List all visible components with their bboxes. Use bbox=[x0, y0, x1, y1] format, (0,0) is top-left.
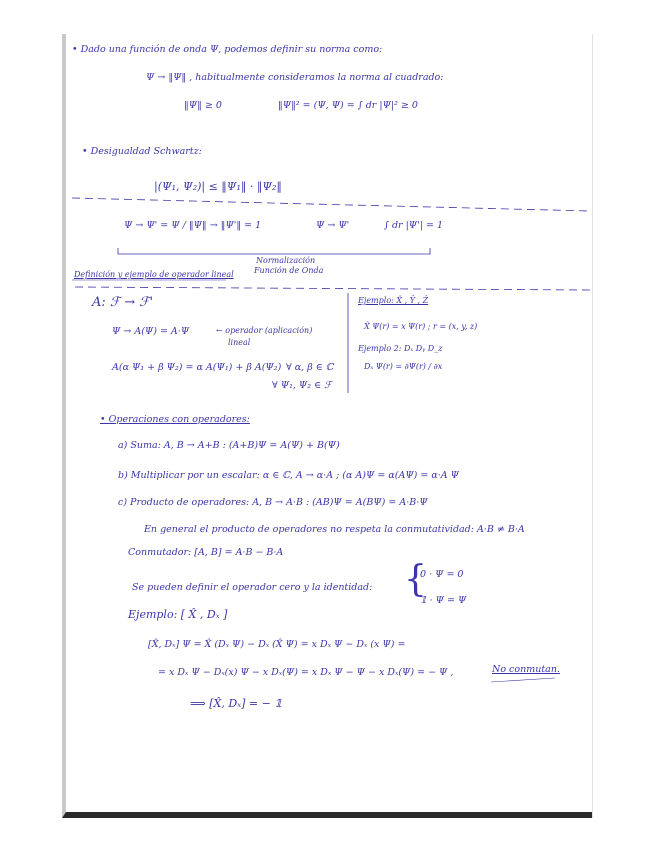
norm-nonneg-formula: ‖Ψ‖ ≥ 0 bbox=[184, 100, 222, 111]
commutator-definition: Conmutador: [A, B] = A·B − B·A bbox=[128, 547, 284, 558]
example-position-operators: Ejemplo: X̂ , Ŷ , Ẑ bbox=[358, 296, 429, 305]
operation-product: c) Producto de operadores: A, B → A·B : (AB)Ψ = A(BΨ) = A·B·Ψ bbox=[118, 497, 428, 508]
example-derivative-operators: Ejemplo 2: Dₓ Dᵧ D_z bbox=[358, 344, 443, 353]
normalization-formula: Ψ → Ψ' = Ψ / ‖Ψ‖ → ‖Ψ'‖ = 1 bbox=[124, 220, 262, 231]
norm-squared-intro-text: Ψ → ‖Ψ‖ , habitualmente consideramos la norma al cuadrado: bbox=[146, 72, 444, 83]
linear-operator-heading: Definición y ejemplo de operador lineal bbox=[74, 270, 234, 279]
schwartz-inequality: |(Ψ₁, Ψ₂)| ≤ ‖Ψ₁‖ · ‖Ψ₂‖ bbox=[154, 180, 282, 193]
norm-squared-formula: ‖Ψ‖² = (Ψ, Ψ) = ∫ dr |Ψ|² ≥ 0 bbox=[278, 100, 418, 111]
commutator-conclusion: ⟹ [X̂, Dₓ] = − 𝟙 bbox=[190, 697, 282, 710]
operation-scalar-multiplication: b) Multiplicar por un escalar: α ∈ ℂ, A → α·A ; (α A)Ψ = α(AΨ) = α·A Ψ bbox=[118, 470, 460, 481]
operator-note: ← operador (aplicación) bbox=[216, 326, 313, 335]
operations-heading: • Operaciones con operadores: bbox=[100, 414, 250, 425]
brace-icon: { bbox=[404, 559, 427, 600]
derivative-operator-definition: Dₓ Ψ(r) = ∂Ψ(r) / ∂x bbox=[364, 362, 443, 371]
identity-operator: 𝟙 · Ψ = Ψ bbox=[420, 595, 467, 606]
commutator-result-line: = x Dₓ Ψ − Dₓ(x) Ψ − x Dₓ(Ψ) = x Dₓ Ψ − Ψ − x Dₓ(Ψ) = − Ψ , bbox=[158, 667, 454, 678]
operator-mapping: A: ℱ → ℱ' bbox=[92, 295, 154, 310]
commutator-expansion: [X̂, Dₓ] Ψ = X̂ (Dₓ Ψ) − Dₓ (X̂ Ψ) = x Dₓ Ψ − Dₓ (x Ψ) = bbox=[148, 639, 406, 650]
commutator-example-heading: Ejemplo: [ X̂ , Dₓ ] bbox=[128, 608, 228, 621]
position-operator-definition: X̂ Ψ(r) = x Ψ(r) ; r = (x, y, z) bbox=[364, 322, 478, 331]
operator-application: Ψ → A(Ψ) = A·Ψ bbox=[112, 326, 190, 337]
zero-operator: 0 · Ψ = 0 bbox=[420, 569, 464, 580]
operation-sum: a) Suma: A, B → A+B : (A+B)Ψ = A(Ψ) + B(Ψ) bbox=[118, 440, 340, 451]
zero-identity-note: Se pueden definir el operador cero y la identidad: bbox=[132, 582, 373, 593]
noncommutativity-note: En general el producto de operadores no respeta la conmutatividad: A·B ≠ B·A bbox=[144, 524, 525, 535]
operator-note-linear: lineal bbox=[228, 338, 251, 347]
linearity-property: A(α Ψ₁ + β Ψ₂) = α A(Ψ₁) + β A(Ψ₂) bbox=[112, 362, 282, 373]
no-commute-note: No conmutan. bbox=[492, 664, 560, 675]
normalized-psi-text: Ψ → Ψ' bbox=[316, 220, 350, 231]
linearity-scalars: ∀ α, β ∈ ℂ bbox=[286, 362, 334, 373]
normalized-integral: ∫ dr |Ψ'| = 1 bbox=[384, 220, 443, 231]
norm-intro-text: • Dado una función de onda Ψ, podemos definir su norma como: bbox=[72, 44, 383, 55]
linearity-functions: ∀ Ψ₁, Ψ₂ ∈ ℱ bbox=[272, 380, 332, 391]
wave-function-label: Función de Onda bbox=[254, 266, 324, 275]
schwartz-heading: • Desigualdad Schwartz: bbox=[82, 146, 202, 157]
normalization-label: Normalización bbox=[256, 256, 316, 265]
